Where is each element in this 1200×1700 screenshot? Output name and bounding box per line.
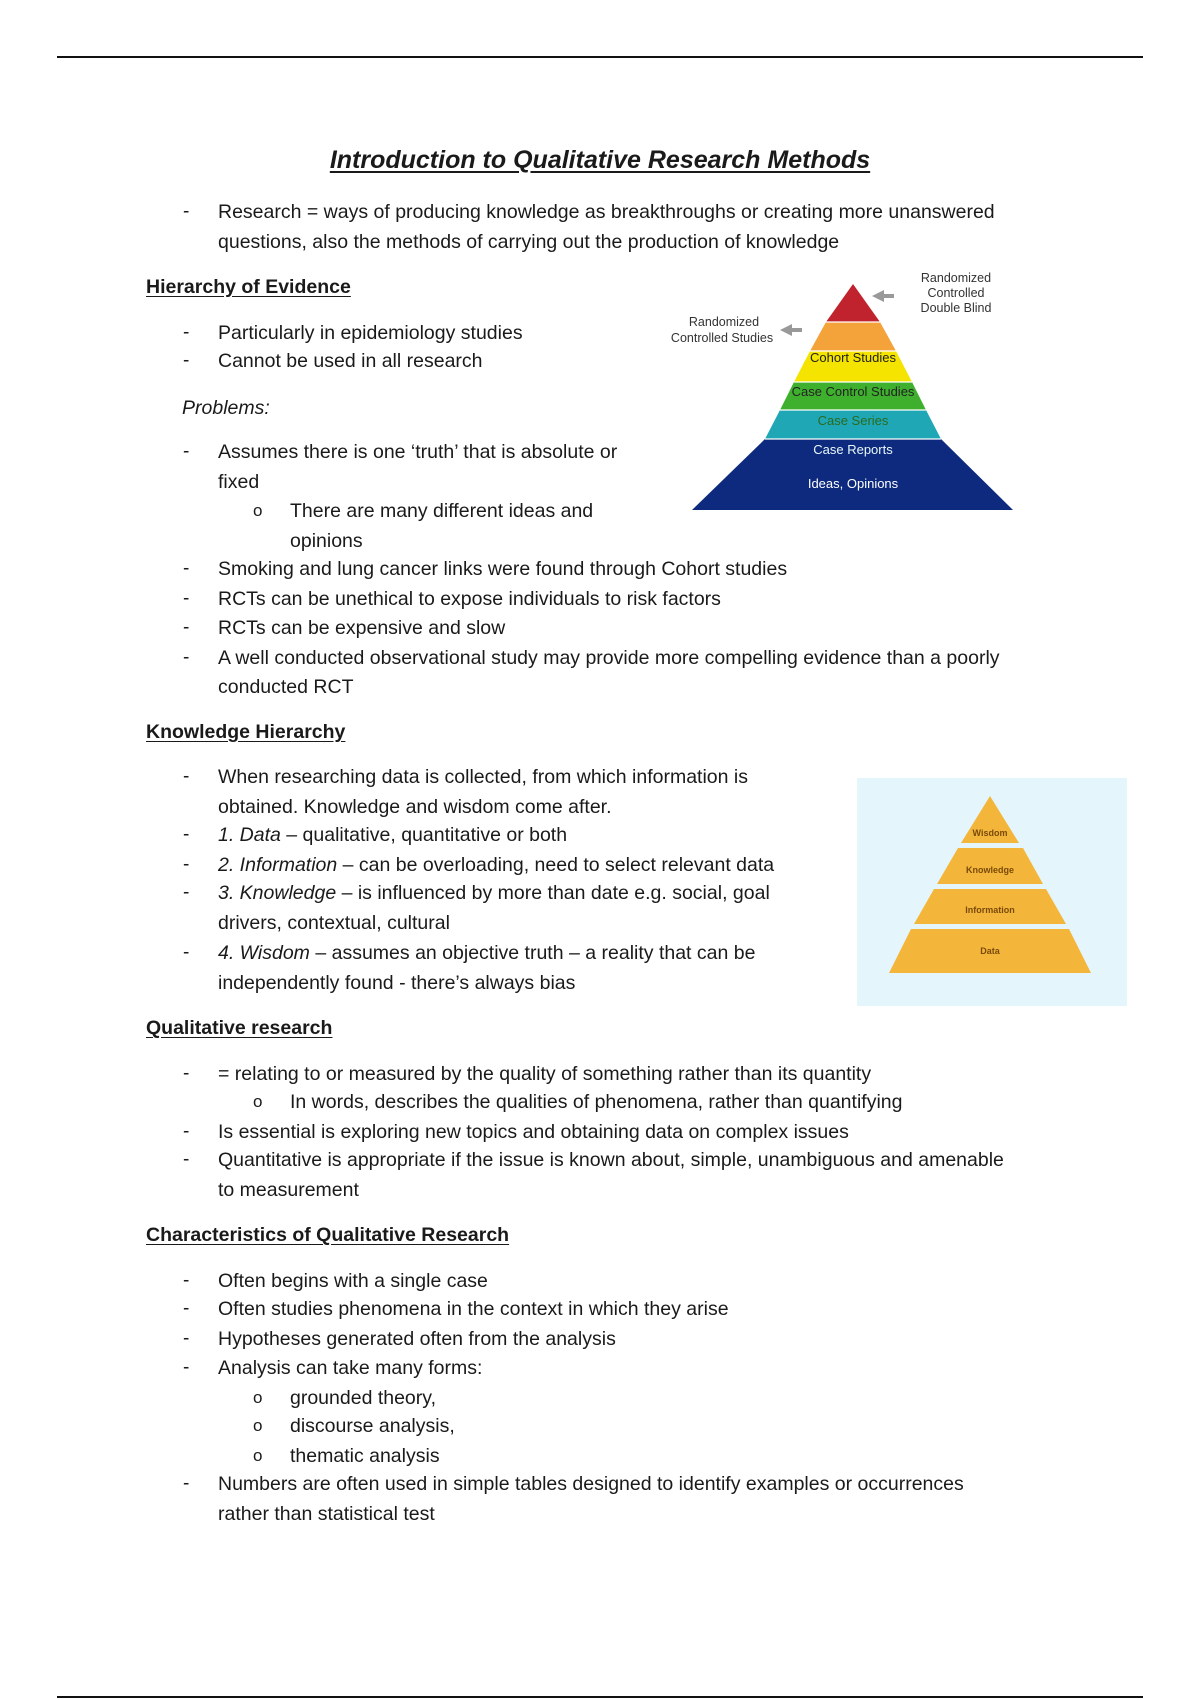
bullet-circle: o <box>253 1388 263 1407</box>
sub-list-item: In words, describes the qualities of phenomena, rather than quantifying <box>290 1091 903 1113</box>
pyramid-label: Wisdom <box>972 828 1008 838</box>
bullet-circle: o <box>253 1446 263 1465</box>
bullet-dash: - <box>183 617 190 638</box>
list-item: Hypotheses generated often from the analysis <box>218 1328 616 1350</box>
bullet-dash: - <box>183 350 190 371</box>
pyramid-label: Information <box>965 905 1015 915</box>
list-item <box>218 941 755 965</box>
bullet-dash: - <box>183 322 190 343</box>
bullet-dash: - <box>183 1270 190 1291</box>
pyramid-label: Ideas, Opinions <box>807 476 899 491</box>
intro-line-1: Research = ways of producing knowledge as breakthroughs or creating more unanswered <box>218 201 995 223</box>
sub-list-item-continuation: opinions <box>290 530 363 552</box>
list-item-continuation: drivers, contextual, cultural <box>218 912 450 934</box>
list-item: Often begins with a single case <box>218 1270 488 1292</box>
page-title: Introduction to Qualitative Research Methods <box>329 146 871 174</box>
pyramid-label: Case Reports <box>813 442 893 457</box>
pyramid-label: Cohort Studies <box>810 350 896 365</box>
term: 1. Data <box>218 824 281 846</box>
bullet-dash: - <box>183 201 190 222</box>
list-item: Often studies phenomena in the context in which they arise <box>218 1298 729 1320</box>
list-item-continuation: conducted RCT <box>218 676 354 698</box>
bullet-dash: - <box>183 766 190 787</box>
bullet-circle: o <box>253 1092 263 1111</box>
pyramid-label: Case Series <box>817 413 889 428</box>
list-item: = relating to or measured by the quality of something rather than its quantity <box>218 1063 872 1085</box>
sub-list-item: discourse analysis, <box>290 1415 455 1437</box>
bullet-circle: o <box>253 1416 263 1435</box>
list-item: Is essential is exploring new topics and obtaining data on complex issues <box>218 1121 849 1143</box>
sub-list-item: grounded theory, <box>290 1387 436 1409</box>
list-item: Cannot be used in all research <box>218 350 483 372</box>
list-item: When researching data is collected, from which information is <box>218 766 748 788</box>
section-heading-characteristics: Characteristics of Qualitative Research <box>146 1224 510 1246</box>
bullet-dash: - <box>183 1063 190 1084</box>
bullet-dash: - <box>183 942 190 963</box>
bullet-dash: - <box>183 441 190 462</box>
term: 2. Information <box>218 854 338 876</box>
term: 3. Knowledge <box>218 882 337 904</box>
bottom-rule <box>57 1696 1143 1698</box>
sub-list-item: There are many different ideas and <box>290 500 594 522</box>
bullet-dash: - <box>183 1149 190 1170</box>
list-item: Quantitative is appropriate if the issue is known about, simple, unambiguous and amenable <box>218 1149 1004 1171</box>
bullet-dash: - <box>183 1121 190 1142</box>
list-item-continuation: to measurement <box>218 1179 359 1201</box>
bullet-dash: - <box>183 588 190 609</box>
pyramid-level-cohort <box>810 322 896 351</box>
definition: – is influenced by more than date e.g. social, goal <box>336 882 770 904</box>
bullet-dash: - <box>183 854 190 875</box>
definition: – can be overloading, need to select relevant data <box>337 854 775 876</box>
pyramid-annotation: Controlled Studies <box>670 331 774 345</box>
evidence-pyramid-figure <box>660 270 1020 520</box>
list-item <box>218 823 567 847</box>
bullet-circle: o <box>253 501 263 520</box>
pyramid-annotation: Randomized <box>688 315 760 329</box>
list-item: A well conducted observational study may provide more compelling evidence than a poorly <box>218 647 1000 669</box>
list-item: Assumes there is one ‘truth’ that is absolute or <box>218 441 618 463</box>
sub-list-item: thematic analysis <box>290 1445 440 1467</box>
list-item-continuation: rather than statistical test <box>218 1503 435 1525</box>
arrow-right-icon <box>780 324 802 336</box>
pyramid-label: Data <box>980 946 1000 956</box>
term: 4. Wisdom <box>218 942 310 964</box>
list-item: Smoking and lung cancer links were found through Cohort studies <box>218 558 788 580</box>
pyramid-label: Case Control Studies <box>791 384 915 399</box>
section-heading-knowledge-hierarchy: Knowledge Hierarchy <box>146 721 346 743</box>
pyramid-annotation: Double Blind <box>920 301 992 315</box>
pyramid-label: Knowledge <box>965 865 1015 875</box>
pyramid-annotation: Controlled <box>927 286 985 300</box>
bullet-dash: - <box>183 647 190 668</box>
list-item: Numbers are often used in simple tables designed to identify examples or occurrences <box>218 1473 964 1495</box>
list-item: Analysis can take many forms: <box>218 1357 483 1379</box>
list-item-continuation: independently found - there’s always bias <box>218 972 576 994</box>
bullet-dash: - <box>183 1328 190 1349</box>
definition: – qualitative, quantitative or both <box>280 824 568 846</box>
bullet-dash: - <box>183 1298 190 1319</box>
bullet-dash: - <box>183 824 190 845</box>
arrow-left-icon <box>872 290 894 302</box>
section-heading-qualitative-research: Qualitative research <box>146 1017 333 1039</box>
bullet-dash: - <box>183 1473 190 1494</box>
bullet-dash: - <box>183 1357 190 1378</box>
list-item: RCTs can be expensive and slow <box>218 617 506 639</box>
list-item-continuation: obtained. Knowledge and wisdom come after. <box>218 796 612 818</box>
list-item: RCTs can be unethical to expose individuals to risk factors <box>218 588 721 610</box>
section-heading-hierarchy-of-evidence: Hierarchy of Evidence <box>146 276 351 298</box>
list-item <box>218 881 770 905</box>
list-item <box>218 853 774 877</box>
pyramid-level-rct <box>826 284 880 322</box>
list-item: Particularly in epidemiology studies <box>218 322 523 344</box>
problems-label: Problems: <box>182 397 270 419</box>
intro-line-2: questions, also the methods of carrying out the production of knowledge <box>218 231 840 253</box>
bullet-dash: - <box>183 558 190 579</box>
bullet-dash: - <box>183 882 190 903</box>
definition: – assumes an objective truth – a reality that can be <box>309 942 756 964</box>
pyramid-annotation: Randomized <box>920 271 992 285</box>
knowledge-pyramid-figure <box>857 778 1127 1006</box>
list-item-continuation: fixed <box>218 471 260 493</box>
